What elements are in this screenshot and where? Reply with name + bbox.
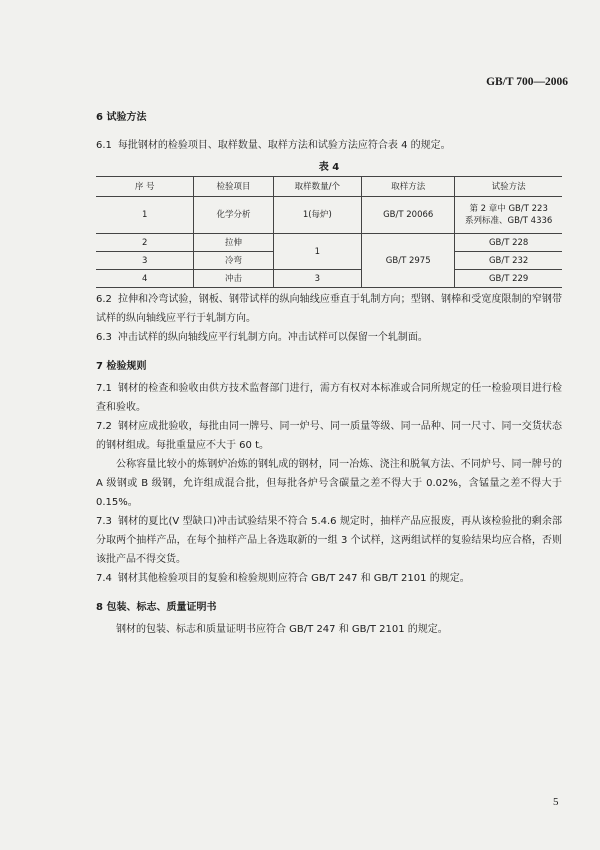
clause-6-1 xyxy=(96,136,562,155)
table-header: 检验项目 xyxy=(194,177,273,197)
clause-text: 钢材的夏比(V 型缺口)冲击试验结果不符合 5.4.6 规定时，抽样产品应报废，再从该检验批的剩余部分取两个抽样产品，在每个抽样产品上各选取新的一组 3 个试样，这两组试样的复验结果均应合格，否则该批产品不得交货。 xyxy=(96,516,562,565)
clause-7-2 xyxy=(96,417,562,455)
table-caption: 表 4 xyxy=(318,162,340,173)
clause-text: 冲击试样的纵向轴线应平行轧制方向。冲击试样可以保留一个轧制面。 xyxy=(117,332,428,343)
standard-number: GB/T 700—2006 xyxy=(486,76,568,88)
page-number: 5 xyxy=(553,796,559,808)
table-cell: 1 xyxy=(96,197,194,234)
table-cell: 1(每炉) xyxy=(273,197,362,234)
page-content xyxy=(96,108,562,639)
cell-line: 第 2 章中 GB/T 223 xyxy=(469,204,548,214)
clause-number: 6.1 xyxy=(96,140,112,151)
clause-6-2 xyxy=(96,290,562,328)
clause-number: 7.3 xyxy=(96,516,112,527)
table-row xyxy=(96,197,562,234)
table-cell: 冷弯 xyxy=(194,252,273,270)
table-cell: 1 xyxy=(273,234,362,270)
clause-7-4 xyxy=(96,569,562,588)
clause-text: 拉伸和冷弯试验，钢板、钢带试样的纵向轴线应垂直于轧制方向；型钢、钢棒和受宽度限制的窄钢带试样的纵向轴线应平行于轧制方向。 xyxy=(96,294,562,324)
table-cell: 4 xyxy=(96,270,194,288)
table-header: 取样数量/个 xyxy=(273,177,362,197)
table-cell: 3 xyxy=(96,252,194,270)
test-methods-table xyxy=(96,176,562,288)
table-cell: GB/T 229 xyxy=(455,270,562,288)
table-header-row xyxy=(96,177,562,197)
table-cell: 2 xyxy=(96,234,194,252)
table-cell xyxy=(455,197,562,234)
table-cell: 3 xyxy=(273,270,362,288)
clause-text: 每批钢材的检验项目、取样数量、取样方法和试验方法应符合表 4 的规定。 xyxy=(117,140,451,151)
clause-6-3 xyxy=(96,328,562,347)
table-cell: 化学分析 xyxy=(194,197,273,234)
table-header: 序 号 xyxy=(96,177,194,197)
clause-number: 6.2 xyxy=(96,294,112,305)
clause-number: 6.3 xyxy=(96,332,112,343)
clause-number: 7.4 xyxy=(96,573,112,584)
clause-7-3 xyxy=(96,512,562,569)
table-header: 试验方法 xyxy=(455,177,562,197)
section-7-heading: 7 检验规则 xyxy=(96,361,147,372)
table-cell: 冲击 xyxy=(194,270,273,288)
clause-text: 钢材其他检验项目的复验和检验规则应符合 GB/T 247 和 GB/T 2101 的规定。 xyxy=(117,573,470,584)
clause-text: 钢材的检查和验收由供方技术监督部门进行，需方有权对本标准或合同所规定的任一检验项目进行检查和验收。 xyxy=(96,383,562,413)
cell-line: 系列标准、GB/T 4336 xyxy=(464,216,553,226)
section-8-heading: 8 包装、标志、质量证明书 xyxy=(96,602,217,613)
table-cell: GB/T 2975 xyxy=(362,234,455,288)
table-row xyxy=(96,270,562,288)
section-6-heading: 6 试验方法 xyxy=(96,112,147,123)
clause-7-1 xyxy=(96,379,562,417)
table-cell: GB/T 228 xyxy=(455,234,562,252)
table-row xyxy=(96,234,562,252)
table-header: 取样方法 xyxy=(362,177,455,197)
table-cell: GB/T 20066 xyxy=(362,197,455,234)
clause-number: 7.2 xyxy=(96,421,112,432)
table-cell: GB/T 232 xyxy=(455,252,562,270)
clause-7-2-paragraph-2: 公称容量比较小的炼钢炉冶炼的钢轧成的钢材，同一冶炼、浇注和脱氧方法、不同炉号、同一牌号的 A 级钢或 B 级钢，允许组成混合批，但每批各炉号含碳量之差不得大于 0.02%，含锰量之差不得大于 0.15%。 xyxy=(96,459,562,508)
clause-text: 钢材应成批验收，每批由同一牌号、同一炉号、同一质量等级、同一品种、同一尺寸、同一交货状态的钢材组成。每批重量应不大于 60 t。 xyxy=(96,421,562,451)
clause-number: 7.1 xyxy=(96,383,112,394)
table-cell: 拉伸 xyxy=(194,234,273,252)
section-8-text: 钢材的包装、标志和质量证明书应符合 GB/T 247 和 GB/T 2101 的规定。 xyxy=(116,624,448,635)
